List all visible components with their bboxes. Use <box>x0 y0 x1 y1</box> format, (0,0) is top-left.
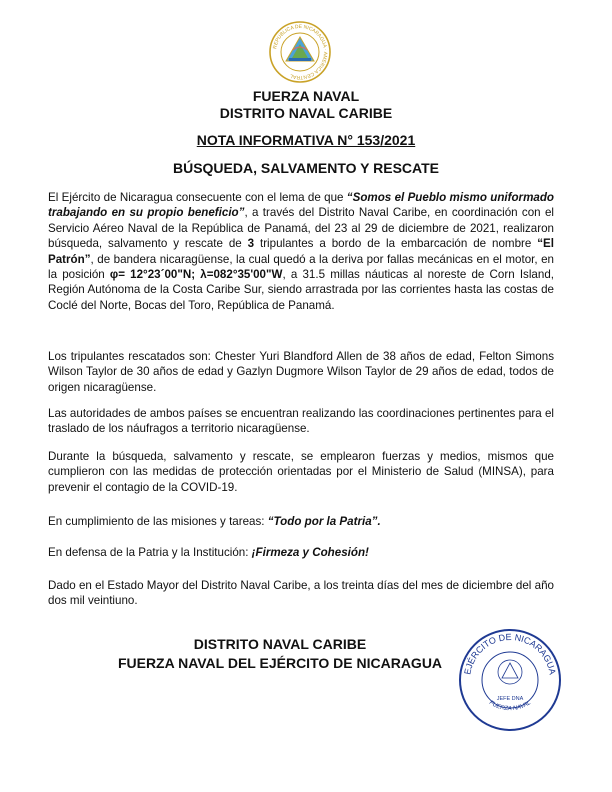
paragraph-defense-slogan <box>48 545 554 560</box>
crew-count: 3 <box>247 237 255 251</box>
text: , a 31.5 millas náuticas al noreste de Corn Island, Región Autónoma de la Costa Caribe Sur, siendo arrastrada por las corrientes hasta las costas de Coclé del Norte, Bocas del Toro, República de Panamá. <box>48 268 554 312</box>
paragraph-date-place: Dado en el Estado Mayor del Distrito Naval Caribe, a los treinta días del mes de diciembre del año dos mil veintiuno. <box>48 579 554 608</box>
signature-organization: FUERZA NAVAL DEL EJÉRCITO DE NICARAGUA <box>117 655 443 671</box>
vessel-name: “El Patrón” <box>48 237 554 266</box>
signature-district: DISTRITO NAVAL CARIBE <box>193 636 367 652</box>
paragraph-protection-measures: Durante la búsqueda, salvamento y rescate, se emplearon fuerzas y medios, mismos que cumplieron con las medidas de protección orientadas por el Ministerio de Salud (MINSA), para prevenir el contagio de la COVID-19. <box>48 450 554 494</box>
svg-text:EJÉRCITO DE NICARAGUA: EJÉRCITO DE NICARAGUA <box>462 631 558 676</box>
note-number-title: NOTA INFORMATIVA N° 153/2021 <box>196 132 416 148</box>
stamp-seal-icon <box>458 628 562 732</box>
text: En cumplimiento de las misiones y tareas: <box>48 515 268 528</box>
coat-of-arms-icon <box>268 20 332 84</box>
paragraph-intro <box>48 190 554 313</box>
svg-text:FUERZA NAVAL: FUERZA NAVAL <box>487 700 533 713</box>
subject-title: BÚSQUEDA, SALVAMENTO Y RESCATE <box>172 160 440 176</box>
slogan: “Todo por la Patria”. <box>267 515 381 528</box>
paragraph-mission-slogan <box>48 514 554 529</box>
paragraph-coordination: Las autoridades de ambos países se encuentran realizando las coordinaciones pertinentes para el traslado de los náufragos a territorio nicaragüense. <box>48 407 554 436</box>
text: , a través del Distrito Naval Caribe, en coordinación con el Servicio Aéreo Naval de la República de Panamá, del 23 al 29 de diciembre de 2021, realizaron búsqueda, salvamento y rescate de <box>48 206 554 251</box>
svg-text:JEFE DNA: JEFE DNA <box>496 696 524 702</box>
text: En defensa de la Patria y la Institución: <box>48 546 252 559</box>
svg-text:REPUBLICA DE NICARAGUA · AMERI: REPUBLICA DE NICARAGUA · AMERICA CENTRAL <box>272 23 329 81</box>
text: , de bandera nicaragüense, la cual quedó a la deriva por fallas mecánicas en el motor, en la posición <box>48 252 554 282</box>
paragraph-rescued-crew: Los tripulantes rescatados son: Chester Yuri Blandford Allen de 38 años de edad, Felton Simons Wilson Taylor de 30 años de edad y Gazlyn Dugmore Wilson Taylor de 29 años de edad, todos de origen nicaragüense. <box>48 350 554 394</box>
text: tripulantes a bordo de la embarcación de nombre <box>254 237 538 251</box>
organization-title: FUERZA NAVAL <box>252 88 360 104</box>
text: El Ejército de Nicaragua consecuente con el lema de que <box>48 191 347 204</box>
district-title: DISTRITO NAVAL CARIBE <box>219 105 393 121</box>
slogan: ¡Firmeza y Cohesión! <box>251 546 369 559</box>
army-motto: “Somos el Pueblo mismo uniformado trabajando en su propio beneficio” <box>48 191 554 220</box>
vessel-position: φ= 12°23´00"N; λ=082°35'00"W <box>109 268 283 282</box>
